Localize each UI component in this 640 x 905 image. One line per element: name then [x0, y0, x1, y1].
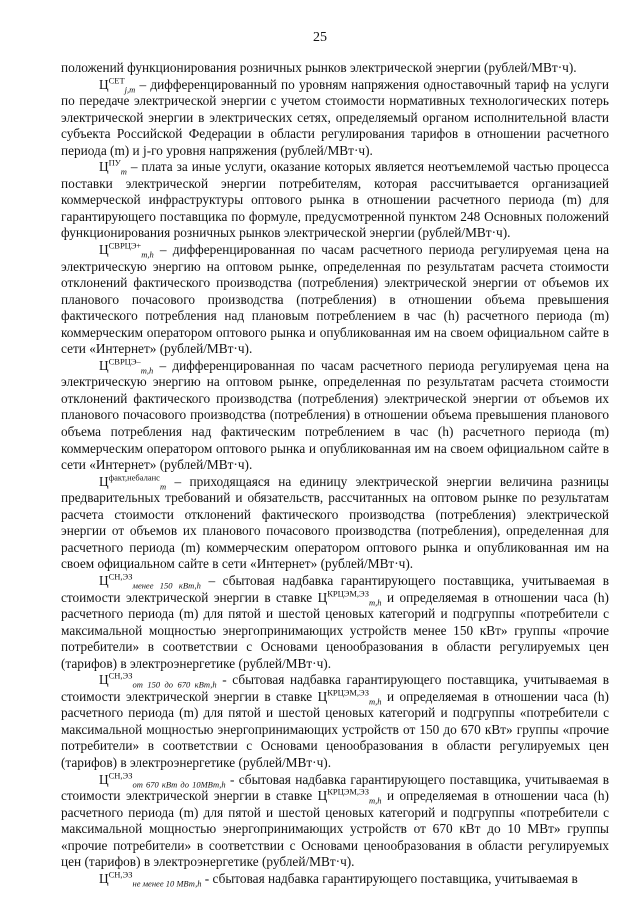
paragraph-text: – дифференцированная по часам расчетного периода регулируемая цена на электрическую энергию на оптовом рынке, определенная по результатам расчета стоимости отклонений фактического производства (потребления) электрической энергии от объемов их планового почасового производства (потребления) в отношении объема превышения планового объема потребления над фактическим потреблением в час (h) расчетного периода (m) коммерческим оператором оптового рынка и опубликованная им на своем официальном сайте в сети «Интернет» (рублей/МВт·ч). — [61, 357, 609, 473]
formula-symbol: $Ц^{СВРЦЭ-}_{m,h}$ — [99, 356, 154, 376]
definition-markup-150-670kw — [61, 672, 609, 771]
inline-formula-symbol: $^{КРЦЭМ,ЭЗ}_{m,h}$ — [327, 588, 382, 608]
paragraph-text: - сбытовая надбавка гарантирующего поставщика, учитываемая в стоимости электрической энергии в ставке Ц — [61, 771, 610, 804]
formula-symbol: $Ц^{факт,небаланс}_m$ — [99, 472, 167, 492]
paragraph-text: – сбытовая надбавка гарантирующего поставщика, учитываемая в стоимости электрической энергии в ставке Ц — [61, 572, 609, 605]
definition-tariff-set — [61, 77, 609, 160]
paragraph-text-after: и определяемая в отношении часа (h) расчетного периода (m) для пятой и шестой ценовых категорий и подгруппы «потребители с максимальной мощностью энергопринимающих устройств от 150 до 670 кВт» группы «прочие потребители» в соответствии с Основами ценообразования в области регулируемых цен (тарифов) в электроэнергетике (рублей/МВт·ч). — [61, 688, 609, 770]
formula-symbol: $Ц^{СН,ЭЗ}_{не менее 10 МВт,h}$ — [99, 869, 202, 889]
paragraph-text-after: и определяемая в отношении часа (h) расчетного периода (m) для пятой и шестой ценовых категорий и подгруппы «потребители с максимальной мощностью энергопринимающих устройств от 670 кВт до 10 МВт» группы «прочие потребители» в соответствии с Основами ценообразования в области регулируемых цен (тарифов) в электроэнергетике (рублей/МВт·ч). — [61, 788, 609, 870]
definition-fact-imbalance — [61, 474, 609, 573]
paragraph-text: – дифференцированная по часам расчетного периода регулируемая цена на электрическую энергию на оптовом рынке, определенная по результатам расчета стоимости отклонений фактического производства (потребления) электрической энергии от объемов их планового почасового производства (потребления) в отношении объема превышения фактического потребления над плановым потреблением в час (h) расчетного периода (m) коммерческим оператором оптового рынка и опубликованная им на своем официальном сайте в сети «Интернет» (рублей/МВт·ч). — [61, 242, 609, 357]
formula-symbol: $Ц^{СН,ЭЗ}_{менее 150 кВт,h}$ — [99, 571, 201, 591]
paragraph-text: – дифференцированный по уровням напряжения одноставочный тариф на услуги по передаче электрической энергии с учетом стоимости нормативных технологических потерь электрической энергии в электрических сетях, определяемый органом исполнительной власти субъекта Российской Федерации в области регулирования тарифов в отношении расчетного периода (m) и j-го уровня напряжения (рублей/МВт·ч). — [61, 76, 609, 158]
inline-formula-symbol: $^{КРЦЭМ,ЭЗ}_{m,h}$ — [327, 786, 382, 806]
formula-symbol: $Ц^{СН,ЭЗ}_{от 670 кВт до 10МВт,h}$ — [99, 770, 226, 790]
paragraph-text-after: и определяемая в отношении часа (h) расчетного периода (m) для пятой и шестой ценовых категорий и подгруппы «потребители с максимальной мощностью энергопринимающих устройств менее 150 кВт» группы «прочие потребители» в соответствии с Основами ценообразования в области регулируемых цен (тарифов) в электроэнергетике (рублей/МВт·ч). — [61, 589, 609, 671]
definition-svrce-plus — [61, 242, 609, 358]
paragraph-text: – плата за иные услуги, оказание которых является неотъемлемой частью процесса поставки электрической энергии потребителям, которая рассчитывается организацией коммерческой инфраструктуры оптового рынка в отношении расчетного периода (m) для гарантирующего поставщика по формуле, предусмотренной пунктом 248 Основных положений функционирования розничных рынков электрической энергии (рублей/МВт·ч). — [61, 159, 609, 241]
definition-svrce-minus — [61, 358, 609, 474]
paragraph-text: - сбытовая надбавка гарантирующего поставщика, учитываемая в — [201, 870, 578, 886]
document-body — [61, 60, 609, 887]
paragraph-continuation — [61, 60, 609, 77]
paragraph-text: - сбытовая надбавка гарантирующего поставщика, учитываемая в стоимости электрической энергии в ставке Ц — [61, 672, 610, 704]
inline-formula-symbol: $^{КРЦЭМ,ЭЗ}_{m,h}$ — [327, 687, 382, 707]
definition-markup-670kw-10mw — [61, 772, 609, 871]
definition-markup-under-150kw — [61, 573, 609, 672]
formula-symbol: $Ц^{СЕТ}_{j,m}$ — [99, 75, 136, 95]
page-number: 25 — [313, 30, 327, 45]
definition-markup-over-10mw — [61, 871, 609, 888]
formula-symbol: $Ц^{СН,ЭЗ}_{от 150 до 670 кВт,h}$ — [99, 670, 217, 690]
paragraph-text: положений функционирования розничных рынков электрической энергии (рублей/МВт·ч). — [61, 60, 577, 75]
definition-fee-pu — [61, 159, 609, 242]
formula-symbol: $Ц^{СВРЦЭ+}_{m,h}$ — [99, 240, 154, 260]
paragraph-text: – приходящаяся на единицу электрической энергии величина разницы предварительных требований и обязательств, рассчитанных на оптовом рынке по результатам расчета стоимости отклонений фактического производства (потребления) электрической энергии от объемов их планового почасового производства (потребления), определенная для расчетного периода (m) коммерческим оператором оптового рынка и опубликованная им на своем официальном сайте в сети «Интернет» (рублей/МВт·ч). — [61, 473, 609, 572]
formula-symbol: $Ц^{ПУ}_m$ — [99, 157, 127, 177]
